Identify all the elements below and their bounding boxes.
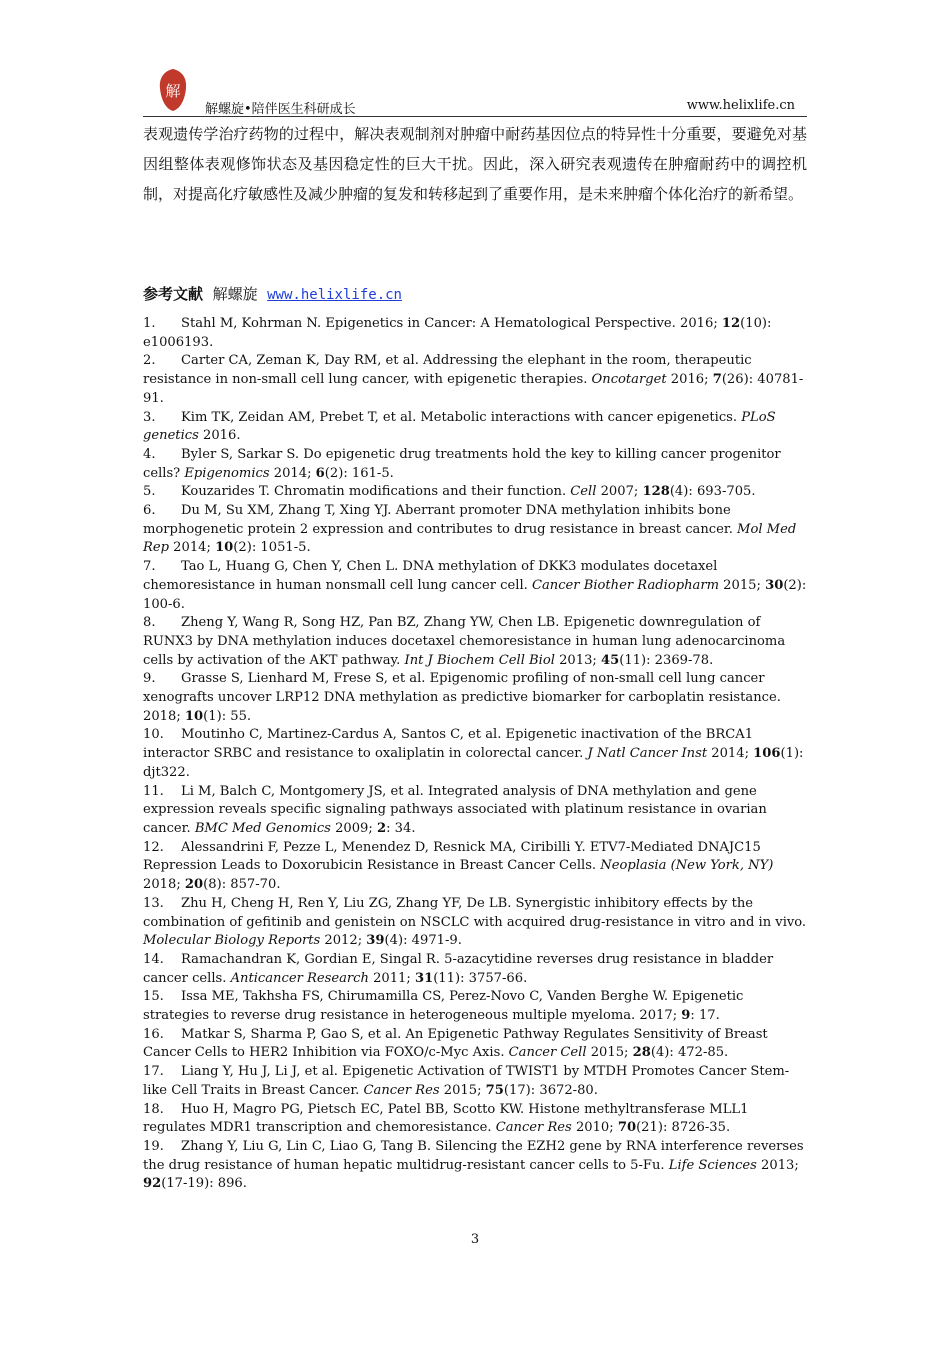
reference-pages: : 17.: [690, 1008, 720, 1024]
reference-pages: (4): 693-705.: [669, 484, 756, 500]
reference-pages: (11): 3757-66.: [433, 970, 528, 986]
reference-number: 15.: [143, 989, 164, 1005]
reference-year: 2011;: [368, 970, 415, 986]
reference-number: 2.: [143, 353, 156, 369]
reference-number: 5.: [143, 484, 156, 500]
logo-glyph: 解: [165, 82, 181, 100]
reference-year: 2016;: [666, 372, 713, 388]
reference-journal: Cell: [570, 484, 597, 500]
references-link[interactable]: www.helixlife.cn: [267, 287, 402, 303]
reference-year: 2009;: [330, 820, 377, 836]
reference-pages: (2): 161-5.: [324, 465, 394, 481]
reference-volume: 31: [414, 970, 434, 986]
body-paragraph: 表观遗传学治疗药物的过程中，解决表观制剂对肿瘤中耐药基因位点的特异性十分重要，要避免对基因组整体表观修饰状态及基因稳定性的巨大干扰。因此，深入研究表观遗传在肿瘤耐药中的调控机制，对提高化疗敏感性及减少肿瘤的复发和转移起到了重要作用，是未来肿瘤个体化治疗的新希望。: [143, 125, 807, 203]
reference-journal: Mol Med Rep: [143, 521, 797, 556]
reference-text: Matkar S, Sharma P, Gao S, et al. An Epigenetic Pathway Regulates Sensitivity of Breast Cancer Cells to HER2 Inhibition via FOXO/c-Myc Axis.: [143, 1026, 768, 1061]
reference-volume: 75: [485, 1082, 504, 1098]
reference-journal: J Natl Cancer Inst: [587, 746, 708, 762]
reference-item: [143, 502, 807, 558]
reference-item: [143, 1026, 807, 1063]
reference-pages: (10): e1006193.: [143, 316, 772, 350]
references-title: 参考文献: [143, 285, 204, 303]
reference-pages: (4): 4971-9.: [384, 933, 462, 949]
reference-volume: 20: [184, 877, 204, 893]
reference-text: Zhu H, Cheng H, Ren Y, Liu ZG, Zhang YF, De LB. Synergistic inhibitory effects by the combination of gefitinib and genistein on NSCLC with acquired drug-resistance in vitro and in vivo.: [143, 895, 807, 930]
reference-text: Byler S, Sarkar S. Do epigenetic drug treatments hold the key to killing cancer progenitor cells?: [143, 446, 781, 481]
reference-pages: (26): 40781-91.: [143, 372, 804, 406]
reference-year: 2014;: [269, 465, 316, 481]
reference-text: Moutinho C, Martinez-Cardus A, Santos C, et al. Epigenetic inactivation of the BRCA1 interactor SRBC and resistance to oxaliplatin in colorectal cancer.: [143, 727, 754, 762]
reference-journal: Anticancer Research: [230, 970, 369, 986]
reference-year: 2018;: [143, 877, 185, 893]
reference-journal: BMC Med Genomics: [194, 820, 331, 836]
reference-text: Zheng Y, Wang R, Song HZ, Pan BZ, Zhang YW, Chen LB. Epigenetic downregulation of RUNX3 by DNA methylation induces docetaxel chemoresistance in human lung adenocarcinoma cells by activation of the AKT pathway.: [143, 615, 786, 668]
reference-year: 2007;: [596, 484, 643, 500]
reference-number: 1.: [143, 316, 156, 331]
reference-text: Ramachandran K, Gordian E, Singal R. 5-azacytidine reverses drug resistance in bladder cancer cells.: [143, 951, 774, 986]
helixlife-logo: [158, 68, 188, 112]
reference-text: Li M, Balch C, Montgomery JS, et al. Integrated analysis of DNA methylation and gene expression reveals specific signaling pathways associated with platinum resistance in ovarian cancer.: [143, 783, 767, 836]
reference-item: [143, 352, 807, 408]
reference-volume: 28: [632, 1045, 651, 1061]
reference-journal: Molecular Biology Reports: [143, 933, 321, 949]
reference-number: 12.: [143, 839, 164, 855]
reference-number: 16.: [143, 1026, 164, 1042]
reference-volume: 10: [184, 708, 204, 724]
reference-pages: (1): 55.: [203, 708, 252, 724]
reference-volume: 30: [765, 577, 784, 593]
reference-item: [143, 951, 807, 988]
reference-item: [143, 409, 807, 446]
reference-journal: Oncotarget: [591, 372, 667, 388]
reference-number: 6.: [143, 503, 156, 519]
reference-item: [143, 839, 807, 895]
reference-volume: 10: [215, 540, 234, 556]
reference-text: Issa ME, Takhsha FS, Chirumamilla CS, Perez-Novo C, Vanden Berghe W. Epigenetic strategies to reverse drug resistance in heterogeneous multiple myeloma. 2017;: [143, 989, 744, 1024]
reference-journal: Life Sciences: [668, 1157, 757, 1173]
reference-journal: PLoS genetics: [143, 409, 776, 444]
reference-text: Alessandrini F, Pezze L, Menendez D, Resnick MA, Ciribilli Y. ETV7-Mediated DNAJC15 Repression Leads to Doxorubicin Resistance in Breast Cancer Cells.: [143, 839, 761, 874]
reference-journal: Cancer Res: [363, 1082, 440, 1098]
reference-year: 2014;: [169, 540, 216, 556]
reference-number: 8.: [143, 615, 156, 631]
reference-text: Carter CA, Zeman K, Day RM, et al. Addressing the elephant in the room, therapeutic resistance in non-small cell lung cancer, with epigenetic therapies.: [143, 353, 752, 388]
reference-journal: Neoplasia (New York, NY): [600, 858, 774, 874]
reference-number: 17.: [143, 1064, 164, 1080]
reference-year: 2014;: [707, 746, 754, 762]
reference-number: 11.: [143, 783, 164, 799]
page-header: [143, 66, 807, 116]
reference-text: Kouzarides T. Chromatin modifications and their function.: [181, 484, 571, 500]
reference-volume: 12: [721, 316, 741, 331]
header-website[interactable]: www.helixlife.cn: [686, 98, 795, 113]
references-brand: 解螺旋: [212, 285, 258, 303]
reference-text: Liang Y, Hu J, Li J, et al. Epigenetic Activation of TWIST1 by MTDH Promotes Cancer Stem-like Cell Traits in Breast Cancer.: [143, 1064, 790, 1098]
reference-year: 2015;: [719, 577, 766, 593]
reference-number: 3.: [143, 409, 156, 425]
reference-item: [143, 614, 807, 670]
reference-volume: 9: [681, 1008, 691, 1024]
reference-text: Stahl M, Kohrman N. Epigenetics in Cancer: A Hematological Perspective. 2016;: [181, 316, 722, 331]
reference-year: 2010;: [571, 1120, 618, 1136]
references-heading: [143, 283, 402, 304]
reference-number: 7.: [143, 559, 156, 575]
header-tagline: 解螺旋•陪伴医生科研成长: [205, 102, 356, 117]
reference-item: [143, 315, 807, 352]
page-number: 3: [470, 1232, 480, 1247]
reference-item: [143, 558, 807, 614]
reference-pages: (8): 857-70.: [203, 877, 281, 893]
reference-volume: 7: [712, 372, 722, 388]
reference-pages: (1): djt322.: [143, 746, 804, 780]
header-divider: [143, 116, 807, 117]
reference-pages: (17-19): 896.: [161, 1176, 247, 1192]
reference-volume: 39: [366, 933, 385, 949]
reference-pages: : 34.: [386, 820, 416, 836]
reference-journal: Cancer Res: [495, 1120, 572, 1136]
reference-year: 2015;: [439, 1082, 486, 1098]
reference-number: 4.: [143, 446, 156, 462]
reference-text: Du M, Su XM, Zhang T, Xing YJ. Aberrant promoter DNA methylation inhibits bone morphogenetic protein 2 expression and contributes to drug resistance in breast cancer.: [143, 503, 738, 537]
reference-pages: (11): 2369-78.: [619, 652, 714, 668]
reference-number: 19.: [143, 1138, 164, 1154]
reference-year: 2016.: [198, 428, 241, 444]
reference-number: 13.: [143, 895, 164, 911]
reference-journal: Cancer Biother Radiopharm: [531, 577, 720, 593]
reference-volume: 6: [315, 465, 325, 481]
reference-item: [143, 446, 807, 483]
reference-volume: 128: [642, 484, 670, 500]
reference-journal: Int J Biochem Cell Biol: [404, 652, 555, 668]
reference-pages: (21): 8726-35.: [636, 1120, 731, 1136]
reference-pages: (2): 100-6.: [143, 577, 807, 612]
reference-text: Kim TK, Zeidan AM, Prebet T, et al. Metabolic interactions with cancer epigenetics.: [181, 409, 742, 425]
reference-item: [143, 783, 807, 839]
reference-volume: 106: [753, 746, 781, 762]
reference-item: [143, 1063, 807, 1100]
reference-volume: 92: [143, 1176, 162, 1192]
reference-number: 10.: [143, 727, 164, 743]
reference-volume: 70: [617, 1120, 637, 1136]
reference-year: 2012;: [320, 933, 367, 949]
reference-item: [143, 1138, 807, 1194]
reference-pages: (2): 1051-5.: [233, 540, 311, 556]
reference-volume: 2: [376, 820, 387, 836]
reference-year: 2015;: [586, 1045, 633, 1061]
reference-number: 18.: [143, 1101, 164, 1117]
reference-item: [143, 670, 807, 726]
reference-text: Tao L, Huang G, Chen Y, Chen L. DNA methylation of DKK3 modulates docetaxel chemoresistance in human nonsmall cell lung cancer cell.: [143, 559, 718, 593]
reference-pages: (4): 472-85.: [650, 1045, 729, 1061]
reference-journal: Cancer Cell: [508, 1045, 587, 1061]
reference-item: [143, 895, 807, 951]
reference-number: 14.: [143, 951, 164, 967]
reference-number: 9.: [143, 671, 156, 687]
reference-item: [143, 483, 807, 502]
reference-journal: Epigenomics: [184, 465, 270, 481]
reference-year: 2013;: [554, 652, 601, 668]
reference-text: Zhang Y, Liu G, Lin C, Liao G, Tang B. Silencing the EZH2 gene by RNA interference reverses the drug resistance of human hepatic multidrug-resistant cancer cells to 5-Fu.: [143, 1138, 804, 1173]
reference-item: [143, 1101, 807, 1138]
reference-item: [143, 726, 807, 782]
reference-list: [143, 315, 807, 1194]
reference-text: Huo H, Magro PG, Pietsch EC, Patel BB, Scotto KW. Histone methyltransferase MLL1 regulates MDR1 transcription and chemoresistance.: [143, 1101, 749, 1136]
reference-pages: (17): 3672-80.: [503, 1082, 598, 1098]
reference-volume: 45: [601, 652, 620, 668]
reference-year: 2013;: [756, 1157, 799, 1173]
reference-item: [143, 988, 807, 1025]
reference-text: Grasse S, Lienhard M, Frese S, et al. Epigenomic profiling of non-small cell lung cancer xenografts uncover LRP12 DNA methylation as predictive biomarker for carboplatin resistance. 2018;: [143, 671, 781, 724]
